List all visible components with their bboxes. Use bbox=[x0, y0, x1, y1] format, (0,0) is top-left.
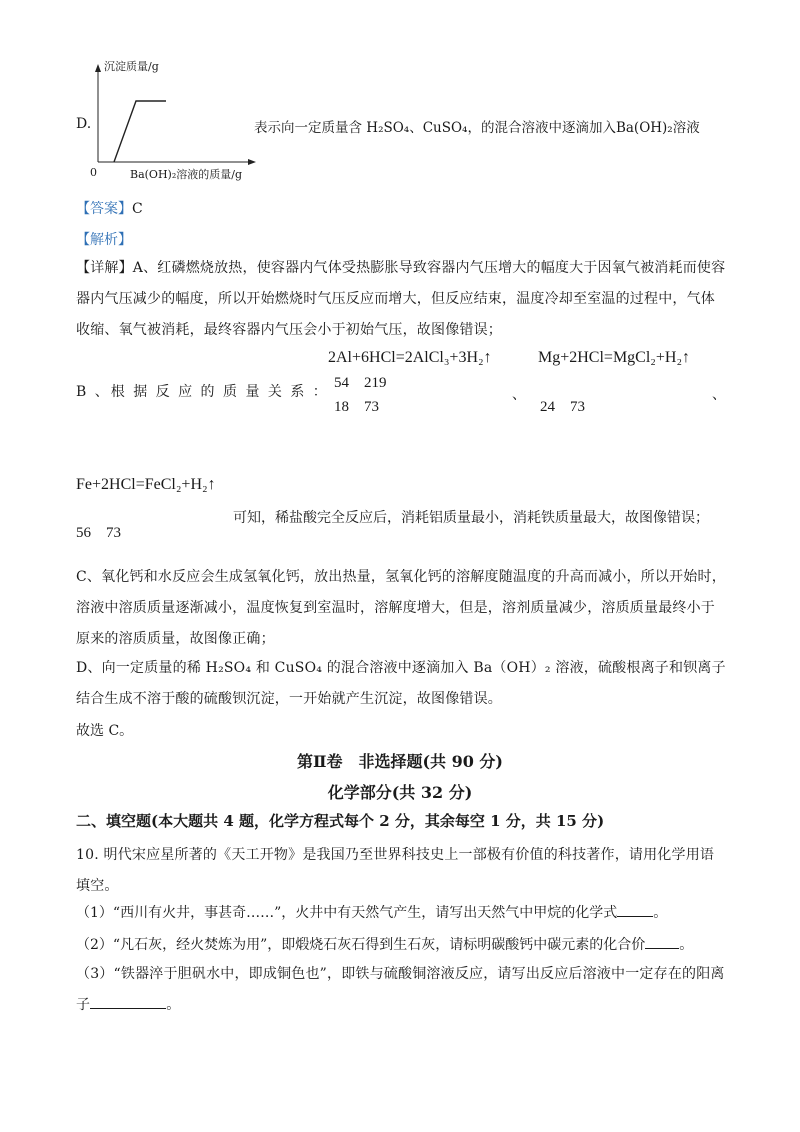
b-conclusion: 可知，稀盐酸完全反应后，消耗铝质量最小，消耗铁质量最大，故图像错误； bbox=[233, 510, 709, 526]
q10-sub1 bbox=[76, 902, 667, 922]
q10-stem: 10. 明代宋应星所著的《天工开物》是我国乃至世界科技史上一部极有价值的科技著作，请用化学用语填空。 bbox=[76, 847, 715, 894]
precipitate-graph bbox=[88, 58, 258, 184]
answer-line bbox=[76, 198, 143, 218]
equation-al-ratio-2: 18 73 bbox=[334, 399, 379, 415]
precipitate-curve bbox=[114, 101, 166, 162]
analysis-tag: 【解析】 bbox=[76, 232, 132, 248]
volume-title: 第Ⅱ卷 非选择题(共 90 分) bbox=[296, 752, 504, 771]
q10-sub2 bbox=[76, 934, 693, 954]
equation-fe: Fe+2HCl=FeCl₂+H₂↑ bbox=[76, 476, 216, 493]
y-axis-arrow bbox=[95, 64, 101, 72]
q10-sub3-end: 。 bbox=[166, 997, 181, 1013]
equation-al-ratio-1: 54 219 bbox=[334, 375, 387, 391]
answer-blank-1[interactable] bbox=[617, 902, 653, 917]
q10-sub1-end: 。 bbox=[653, 905, 668, 921]
origin-label: 0 bbox=[90, 166, 97, 179]
equation-fe-ratio: 56 73 bbox=[76, 525, 121, 541]
answer-blank-3[interactable] bbox=[90, 994, 166, 1009]
b-intro: B 、根 据 反 应 的 质 量 关 系 ： bbox=[76, 384, 329, 400]
option-d-label: D. bbox=[76, 116, 92, 132]
x-axis-arrow bbox=[248, 159, 256, 165]
q10-sub3-text: （3）“铁器淬于胆矾水中，即成铜色也”，即铁与硫酸铜溶液反应，请写出反应后溶液中一定存在的阳离子 bbox=[76, 966, 725, 1013]
detail-para-c: C、氧化钙和水反应会生成氢氧化钙，放出热量，氢氧化钙的溶解度随温度的升高而减小，所以开始时，溶液中溶质质量逐渐减小，温度恢复到室温时，溶解度增大，但是，溶剂质量减少，溶质质量最终小于原来的溶质质量，故图像正确； bbox=[76, 569, 726, 647]
q10-sub2-text: （2）“凡石灰，经火焚炼为用”，即煅烧石灰石得到生石灰，请标明碳酸钙中碳元素的化合价 bbox=[76, 937, 646, 953]
equation-mg: Mg+2HCl=MgCl₂+H₂↑ bbox=[538, 349, 691, 366]
equation-al: 2Al+6HCl=2AlCl₃+3H₂↑ bbox=[328, 349, 492, 366]
separator-1: 、 bbox=[512, 387, 526, 403]
detail-para-d: D、向一定质量的稀 H₂SO₄ 和 CuSO₄ 的混合溶液中逐滴加入 Ba（OH）₂ 溶液，硫酸根离子和钡离子结合生成不溶于酸的硫酸钡沉淀，一开始就产生沉淀，故图像错误。 bbox=[76, 660, 726, 707]
part-title: 化学部分(共 32 分) bbox=[327, 783, 473, 802]
option-d-description: 表示向一定质量含 H₂SO₄、CuSO₄，的混合溶液中逐滴加入Ba(OH)₂溶液 bbox=[254, 120, 700, 136]
q10-sub2-end: 。 bbox=[679, 937, 694, 953]
y-axis-label: 沉淀质量/g bbox=[104, 60, 159, 73]
x-axis-label: Ba(OH)₂溶液的质量/g bbox=[130, 168, 242, 181]
equation-mg-ratio: 24 73 bbox=[540, 399, 585, 415]
q10-sub3 bbox=[76, 959, 726, 1021]
section-heading: 二、填空题(本大题共 4 题，化学方程式每个 2 分，其余每空 1 分，共 15 分) bbox=[76, 812, 605, 830]
answer-value: C bbox=[132, 201, 143, 217]
separator-2: 、 bbox=[712, 387, 726, 403]
detail-para-a: 【详解】A、红磷燃烧放热，使容器内气体受热膨胀导致容器内气压增大的幅度大于因氧气被消耗而使容器内气压减少的幅度，所以开始燃烧时气压反应而增大，但反应结束，温度冷却至室温的过程中，气体收缩、氧气被消耗，最终容器内气压会小于初始气压，故图像错误； bbox=[76, 260, 726, 338]
answer-blank-2[interactable] bbox=[645, 934, 679, 949]
q10-sub1-text: （1）“西川有火井，事甚奇……”，火井中有天然气产生，请写出天然气中甲烷的化学式 bbox=[76, 905, 618, 921]
final-choice: 故选 C。 bbox=[76, 723, 134, 739]
answer-tag: 【答案】 bbox=[76, 201, 132, 217]
